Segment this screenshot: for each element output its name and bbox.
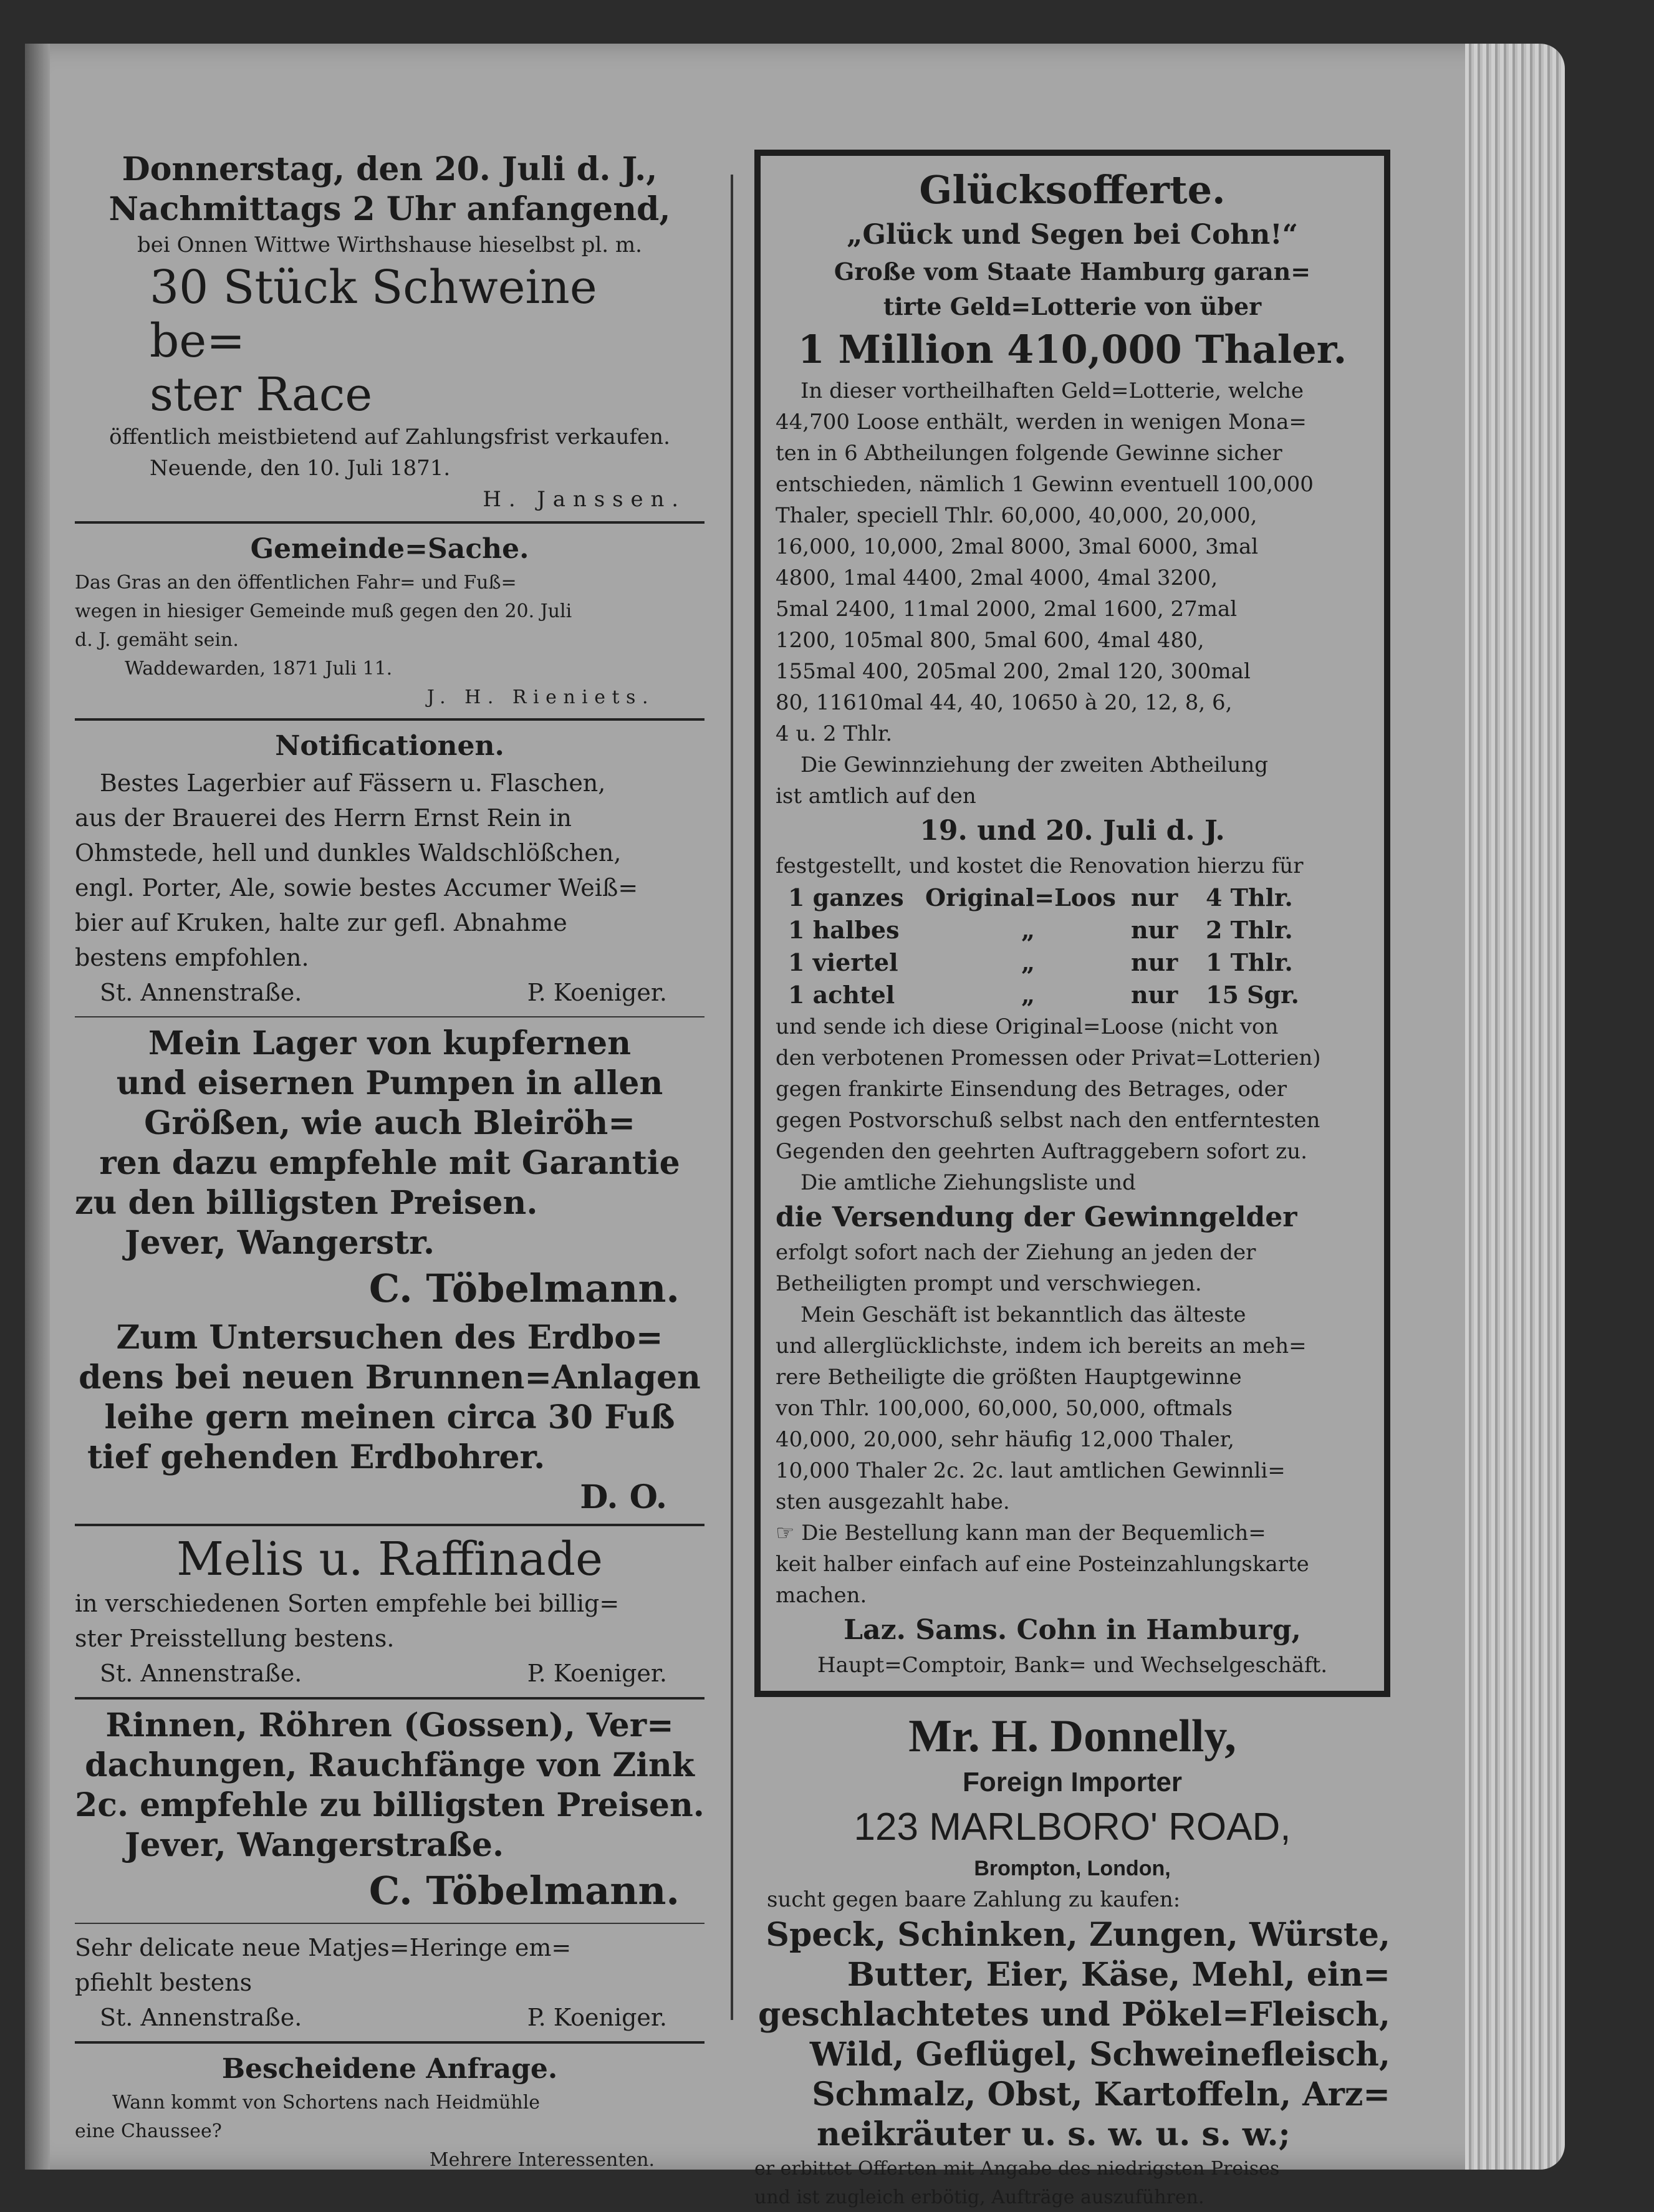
- notifications-text: Bestes Lagerbier auf Fässern u. Flaschen,: [100, 769, 606, 797]
- lottery-text: rere Betheiligte die größten Hauptgewinne: [776, 1365, 1242, 1390]
- right-column: [754, 150, 1390, 2212]
- lottery-text: entschieden, nämlich 1 Gewinn eventuell 100,000: [776, 472, 1314, 497]
- herring-signature: P. Koeniger.: [527, 2004, 667, 2031]
- gemeinde-signature: J. H. Rieniets.: [426, 686, 655, 708]
- lottery-text: machen.: [776, 1583, 867, 1608]
- auction-headline: 30 Stück Schweine be=: [150, 261, 597, 368]
- auction-date: Donnerstag, den 20. Juli d. J.,: [122, 150, 658, 188]
- price-only: nur: [1131, 981, 1178, 1009]
- donnelly-role: Foreign Importer: [962, 1767, 1183, 1797]
- notifications-signature: P. Koeniger.: [527, 979, 667, 1006]
- gemeinde-text: wegen in hiesiger Gemeinde muß gegen den 20. Juli: [75, 600, 572, 622]
- lottery-draw-date: 19. und 20. Juli d. J.: [920, 815, 1225, 847]
- gutters-signature: C. Töbelmann.: [368, 1868, 680, 1913]
- donnelly-address: 123 MARLBORO' ROAD,: [853, 1806, 1291, 1849]
- auction-notice: [75, 150, 704, 515]
- lottery-text: 1200, 105mal 800, 5mal 600, 4mal 480,: [776, 628, 1204, 653]
- lottery-text: 16,000, 10,000, 2mal 8000, 3mal 6000, 3mal: [776, 534, 1259, 559]
- lottery-text: erfolgt sofort nach der Ziehung an jeden der: [776, 1240, 1256, 1265]
- pumps-place: Jever, Wangerstr.: [125, 1224, 435, 1262]
- drill-text: dens bei neuen Brunnen=Anlagen: [79, 1358, 701, 1397]
- inquiry-signature: Mehrere Interessenten.: [429, 2149, 655, 2171]
- pumps-ad: [75, 1024, 704, 1314]
- donnelly-goods: Schmalz, Obst, Kartoffeln, Arz=: [812, 2075, 1390, 2113]
- herring-ad: [75, 1930, 704, 2035]
- auction-terms: öffentlich meistbietend auf Zahlungsfrist verkaufen.: [109, 425, 670, 450]
- lottery-ad: [754, 150, 1390, 1697]
- lottery-text: Die Gewinnziehung der zweiten Abtheilung: [801, 753, 1269, 777]
- divider: [75, 1923, 704, 1924]
- donnelly-goods: Butter, Eier, Käse, Mehl, ein=: [847, 1956, 1390, 1994]
- notifications-text: bestens empfohlen.: [75, 944, 309, 971]
- gemeinde-text: Das Gras an den öffentlichen Fahr= und Fuß=: [75, 572, 517, 594]
- lottery-text: Die amtliche Ziehungsliste und: [801, 1170, 1136, 1195]
- price-row: [776, 946, 1369, 979]
- divider: [75, 1697, 704, 1700]
- price-amount: 4 Thlr.: [1206, 883, 1293, 911]
- donnelly-goods: geschlachtetes und Pökel=Fleisch,: [758, 1996, 1390, 2034]
- sugar-text: ster Preisstellung bestens.: [75, 1625, 395, 1652]
- inquiry-title: Bescheidene Anfrage.: [221, 2053, 558, 2085]
- lottery-text: Thaler, speciell Thlr. 60,000, 40,000, 20,000,: [776, 503, 1257, 528]
- gemeinde-notice: [75, 530, 704, 712]
- gemeinde-place-date: Waddewarden, 1871 Juli 11.: [125, 658, 393, 680]
- sugar-place: St. Annenstraße.: [100, 1660, 302, 1687]
- lottery-text: den verbotenen Promessen oder Privat=Lotterien): [776, 1046, 1321, 1070]
- donnelly-outro: er erbittet Offerten mit Angabe des niedrigsten Preises: [754, 2158, 1280, 2180]
- herring-footer: [75, 2000, 704, 2035]
- price-amount: 2 Thlr.: [1206, 916, 1293, 944]
- lottery-subtitle: tirte Geld=Lotterie von über: [883, 292, 1262, 320]
- lottery-prize-list: [776, 375, 1369, 749]
- notifications-text: engl. Porter, Ale, sowie bestes Accumer Weiß=: [75, 874, 638, 902]
- sugar-ad: [75, 1532, 704, 1691]
- lottery-text: 10,000 Thaler 2c. 2c. laut amtlichen Gewinnli=: [776, 1458, 1286, 1483]
- lottery-text: 44,700 Loose enthält, werden in wenigen Mona=: [776, 410, 1307, 435]
- price-what: Original=Loos: [925, 883, 1116, 911]
- left-column: [75, 150, 704, 2175]
- lottery-text: und allerglücklichste, indem ich bereits an meh=: [776, 1334, 1307, 1358]
- lottery-text: 40,000, 20,000, sehr häufig 12,000 Thaler,: [776, 1427, 1234, 1452]
- lottery-text: In dieser vortheilhaften Geld=Lotterie, welche: [801, 378, 1304, 403]
- lottery-text: 4800, 1mal 4400, 2mal 4000, 4mal 3200,: [776, 565, 1218, 590]
- lottery-dispatch: die Versendung der Gewinngelder: [776, 1201, 1297, 1233]
- sugar-signature: P. Koeniger.: [527, 1660, 667, 1687]
- auction-headline-cont: ster Race: [150, 368, 373, 421]
- price-amount: 1 Thlr.: [1206, 948, 1293, 976]
- donnelly-goods: Speck, Schinken, Zungen, Würste,: [766, 1916, 1390, 1954]
- pumps-text: Größen, wie auch Bleiröh=: [144, 1104, 635, 1142]
- book-gutter: [25, 44, 50, 2170]
- price-qty: 1 ganzes: [788, 883, 904, 911]
- lottery-text: gegen frankirte Einsendung des Betrages, oder: [776, 1077, 1287, 1102]
- lottery-amount: 1 Million 410,000 Thaler.: [797, 327, 1347, 372]
- pumps-text: ren dazu empfehle mit Garantie: [99, 1144, 680, 1182]
- lottery-text: 4 u. 2 Thlr.: [776, 721, 893, 746]
- gutters-ad: [75, 1706, 704, 1916]
- price-what: „: [1021, 948, 1035, 976]
- donnelly-city: Brompton, London,: [974, 1857, 1171, 1880]
- notifications-place: St. Annenstraße.: [100, 979, 302, 1006]
- lottery-subtitle: Große vom Staate Hamburg garan=: [834, 257, 1311, 286]
- lottery-text: Gegenden den geehrten Auftraggebern sofort zu.: [776, 1139, 1307, 1164]
- drill-text: leihe gern meinen circa 30 Fuß: [104, 1398, 675, 1436]
- drill-text: tief gehenden Erdbohrer.: [87, 1438, 546, 1476]
- donnelly-intro: sucht gegen baare Zahlung zu kaufen:: [767, 1887, 1181, 1912]
- gutters-text: 2c. empfehle zu billigsten Preisen.: [75, 1786, 704, 1824]
- drill-signature: D. O.: [580, 1478, 667, 1516]
- notifications-notice: [75, 727, 704, 1010]
- gutters-text: Rinnen, Röhren (Gossen), Ver=: [105, 1706, 674, 1744]
- herring-place: St. Annenstraße.: [100, 2004, 302, 2031]
- auction-location: bei Onnen Wittwe Wirthshause hieselbst pl. m.: [137, 233, 642, 257]
- price-only: nur: [1131, 883, 1178, 911]
- pumps-text: und eisernen Pumpen in allen: [116, 1064, 663, 1102]
- divider: [75, 2041, 704, 2044]
- lottery-text: Mein Geschäft ist bekanntlich das älteste: [801, 1302, 1246, 1327]
- gemeinde-text: d. J. gemäht sein.: [75, 629, 239, 651]
- inquiry-notice: [75, 2050, 704, 2175]
- auction-place-date: Neuende, den 10. Juli 1871.: [150, 456, 451, 481]
- divider: [75, 1016, 704, 1017]
- notifications-title: Notificationen.: [275, 730, 504, 762]
- donnelly-goods: neikräuter u. s. w. u. s. w.;: [817, 2115, 1291, 2153]
- price-row: [776, 914, 1369, 946]
- herring-text: Sehr delicate neue Matjes=Heringe em=: [75, 1934, 572, 1961]
- gemeinde-title: Gemeinde=Sache.: [250, 533, 529, 565]
- gutters-place: Jever, Wangerstraße.: [125, 1826, 504, 1864]
- lottery-text: 5mal 2400, 11mal 2000, 2mal 1600, 27mal: [776, 597, 1238, 622]
- price-qty: 1 viertel: [788, 948, 898, 976]
- price-what: „: [1021, 916, 1035, 944]
- notifications-footer: [75, 975, 704, 1010]
- herring-text: pfiehlt bestens: [75, 1969, 252, 1996]
- pumps-text: zu den billigsten Preisen.: [75, 1184, 538, 1222]
- lottery-order-line: [776, 1517, 1369, 1549]
- donnelly-ad: [754, 1709, 1390, 2212]
- lottery-firm-sub: Haupt=Comptoir, Bank= und Wechselgeschäft.: [817, 1653, 1328, 1678]
- lottery-text: und sende ich diese Original=Loose (nicht von: [776, 1014, 1279, 1039]
- divider: [75, 718, 704, 721]
- gutters-text: dachungen, Rauchfänge von Zink: [85, 1746, 695, 1784]
- lottery-text: Die Bestellung kann man der Bequemlich=: [801, 1521, 1266, 1546]
- pumps-text: Mein Lager von kupfernen: [148, 1024, 632, 1062]
- lottery-title: Glücksofferte.: [919, 167, 1226, 213]
- notifications-text: aus der Brauerei des Herrn Ernst Rein in: [75, 804, 572, 832]
- sugar-title: Melis u. Raffinade: [176, 1532, 603, 1586]
- lottery-slogan: „Glück und Segen bei Cohn!“: [847, 219, 1298, 251]
- lottery-text: 155mal 400, 205mal 200, 2mal 120, 300mal: [776, 659, 1251, 684]
- notifications-text: bier auf Kruken, halte zur gefl. Abnahme: [75, 909, 567, 936]
- lottery-text: festgestellt, und kostet die Renovation hierzu für: [776, 854, 1304, 878]
- price-row: [776, 979, 1369, 1011]
- sugar-text: in verschiedenen Sorten empfehle bei billig=: [75, 1590, 620, 1617]
- column-divider: [731, 175, 733, 2020]
- lottery-text: gegen Postvorschuß selbst nach den entferntesten: [776, 1108, 1320, 1133]
- lottery-text: sten ausgezahlt habe.: [776, 1489, 1010, 1514]
- price-what: „: [1021, 981, 1035, 1009]
- lottery-price-table: [776, 882, 1369, 1011]
- auction-time: Nachmittags 2 Uhr anfangend,: [108, 190, 671, 228]
- lottery-text: von Thlr. 100,000, 60,000, 50,000, oftmals: [776, 1396, 1233, 1421]
- price-qty: 1 halbes: [788, 916, 900, 944]
- price-only: nur: [1131, 916, 1178, 944]
- lottery-text: Betheiligten prompt und verschwiegen.: [776, 1271, 1202, 1296]
- pumps-signature: C. Töbelmann.: [368, 1266, 680, 1311]
- lottery-text: ist amtlich auf den: [776, 784, 976, 809]
- lottery-firm: Laz. Sams. Cohn in Hamburg,: [844, 1614, 1301, 1646]
- drill-text: Zum Untersuchen des Erdbo=: [116, 1319, 663, 1357]
- inquiry-text: eine Chaussee?: [75, 2120, 222, 2142]
- price-only: nur: [1131, 948, 1178, 976]
- divider: [75, 521, 704, 524]
- lottery-text: 80, 11610mal 44, 40, 10650 à 20, 12, 8, 6,: [776, 690, 1233, 715]
- lottery-text: keit halber einfach auf eine Posteinzahlungskarte: [776, 1552, 1309, 1577]
- price-qty: 1 achtel: [788, 981, 895, 1009]
- pointing-hand-icon: ☞: [776, 1521, 795, 1546]
- donnelly-name: Mr. H. Donnelly,: [908, 1711, 1236, 1762]
- donnelly-outro: und ist zugleich erbötig, Aufträge auszuführen.: [754, 2186, 1204, 2208]
- drill-ad: [75, 1318, 704, 1517]
- lottery-text: ten in 6 Abtheilungen folgende Gewinne sicher: [776, 441, 1282, 466]
- price-row: [776, 882, 1369, 914]
- donnelly-goods: Wild, Geflügel, Schweinefleisch,: [809, 2036, 1390, 2074]
- notifications-text: Ohmstede, hell und dunkles Waldschlößchen,: [75, 839, 622, 867]
- sugar-footer: [75, 1656, 704, 1691]
- auction-signature: H. Janssen.: [483, 487, 686, 512]
- divider: [75, 1524, 704, 1526]
- price-amount: 15 Sgr.: [1206, 981, 1299, 1009]
- inquiry-text: Wann kommt von Schortens nach Heidmühle: [112, 2092, 541, 2113]
- page-edges: [1465, 44, 1565, 2170]
